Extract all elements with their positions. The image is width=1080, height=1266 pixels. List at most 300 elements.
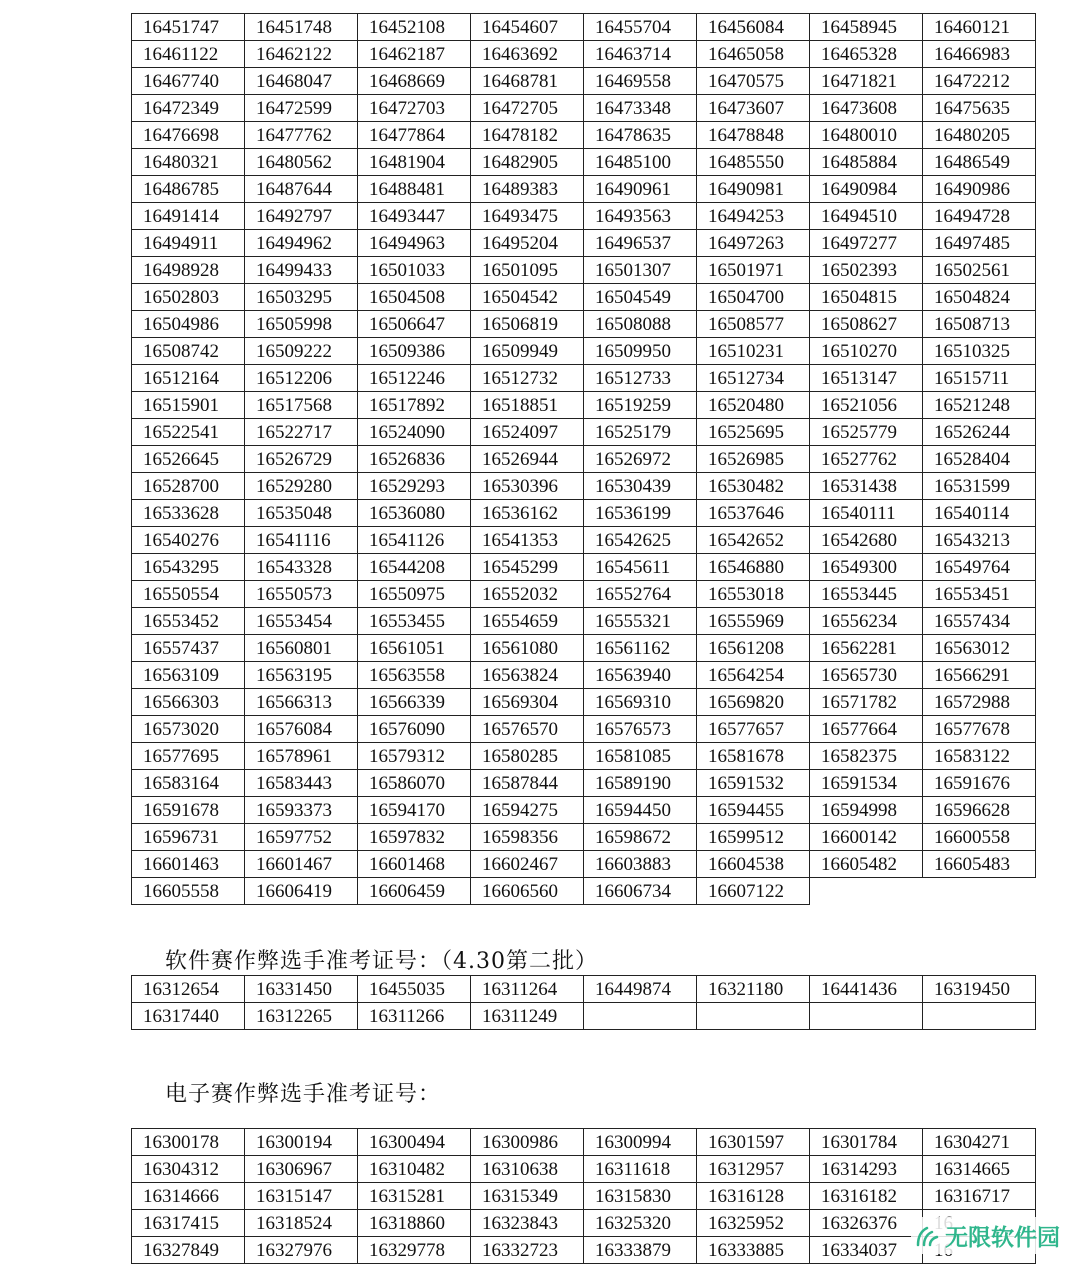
table-cell: 16596628 xyxy=(923,797,1036,824)
table-row xyxy=(132,1003,1036,1030)
table-cell: 16485884 xyxy=(810,149,923,176)
table-cell: 16300178 xyxy=(132,1129,245,1156)
table-cell: 16522541 xyxy=(132,419,245,446)
table-cell: 16311249 xyxy=(471,1003,584,1030)
table-cell: 16543213 xyxy=(923,527,1036,554)
table-cell: 16579312 xyxy=(358,743,471,770)
table-cell: 16316128 xyxy=(697,1183,810,1210)
table-cell: 16482905 xyxy=(471,149,584,176)
table-cell: 16533628 xyxy=(132,500,245,527)
table-cell: 16504508 xyxy=(358,284,471,311)
table-cell: 16549300 xyxy=(810,554,923,581)
table-cell: 16569304 xyxy=(471,689,584,716)
table-cell: 16501033 xyxy=(358,257,471,284)
table-cell: 16607122 xyxy=(697,878,810,905)
table-cell: 16490984 xyxy=(810,176,923,203)
table-cell: 16605483 xyxy=(923,851,1036,878)
site-watermark xyxy=(911,1217,1066,1254)
table-cell: 16524090 xyxy=(358,419,471,446)
table-cell: 16557434 xyxy=(923,608,1036,635)
table-row xyxy=(132,149,1036,176)
table-cell: 16329778 xyxy=(358,1237,471,1264)
table-cell: 16591532 xyxy=(697,770,810,797)
table-cell: 16515901 xyxy=(132,392,245,419)
table-cell: 16463714 xyxy=(584,41,697,68)
table-cell: 16315830 xyxy=(584,1183,697,1210)
table-cell: 16497277 xyxy=(810,230,923,257)
table-cell: 16327849 xyxy=(132,1237,245,1264)
table-cell: 16509950 xyxy=(584,338,697,365)
table-cell: 16488481 xyxy=(358,176,471,203)
table-row xyxy=(132,1210,1036,1237)
table-cell: 16597752 xyxy=(245,824,358,851)
table-row xyxy=(132,608,1036,635)
table-cell: 16325320 xyxy=(584,1210,697,1237)
table-cell: 16591678 xyxy=(132,797,245,824)
table-cell: 16526972 xyxy=(584,446,697,473)
table-cell: 16512734 xyxy=(697,365,810,392)
table-cell: 16316717 xyxy=(923,1183,1036,1210)
table-cell: 16458945 xyxy=(810,14,923,41)
table-cell: 16509949 xyxy=(471,338,584,365)
software-contest-id-table xyxy=(131,975,1036,1030)
table-cell: 16561208 xyxy=(697,635,810,662)
table-cell: 16487644 xyxy=(245,176,358,203)
table-cell: 16531599 xyxy=(923,473,1036,500)
table-cell: 16576573 xyxy=(584,716,697,743)
table-cell: 16466983 xyxy=(923,41,1036,68)
table-cell: 16529293 xyxy=(358,473,471,500)
table-cell: 16553454 xyxy=(245,608,358,635)
table-cell: 16586070 xyxy=(358,770,471,797)
table-cell: 16553018 xyxy=(697,581,810,608)
table-cell: 16566339 xyxy=(358,689,471,716)
table-cell: 16530439 xyxy=(584,473,697,500)
table-row xyxy=(132,1183,1036,1210)
table-cell: 16468047 xyxy=(245,68,358,95)
table-cell: 16587844 xyxy=(471,770,584,797)
table-cell: 16555321 xyxy=(584,608,697,635)
table-cell: 16528404 xyxy=(923,446,1036,473)
table-cell: 16480321 xyxy=(132,149,245,176)
watermark-text: 无限软件园 xyxy=(945,1225,1060,1251)
table-cell: 16512246 xyxy=(358,365,471,392)
table-cell: 16597832 xyxy=(358,824,471,851)
table-row xyxy=(132,122,1036,149)
table-cell: 16526836 xyxy=(358,446,471,473)
table-cell: 16494963 xyxy=(358,230,471,257)
table-cell: 16598356 xyxy=(471,824,584,851)
table-cell: 16317440 xyxy=(132,1003,245,1030)
table-cell: 16463692 xyxy=(471,41,584,68)
table-cell: 16473608 xyxy=(810,95,923,122)
table-cell xyxy=(697,1003,810,1030)
table-cell: 16462122 xyxy=(245,41,358,68)
table-cell: 16472705 xyxy=(471,95,584,122)
table-cell: 16310638 xyxy=(471,1156,584,1183)
table-cell: 16583164 xyxy=(132,770,245,797)
table-cell: 16541116 xyxy=(245,527,358,554)
table-cell: 16496537 xyxy=(584,230,697,257)
table-cell: 16526244 xyxy=(923,419,1036,446)
table-cell: 16494962 xyxy=(245,230,358,257)
table-cell: 16454607 xyxy=(471,14,584,41)
table-cell: 16550573 xyxy=(245,581,358,608)
table-cell: 16493447 xyxy=(358,203,471,230)
table-cell: 16589190 xyxy=(584,770,697,797)
table-cell: 16461122 xyxy=(132,41,245,68)
table-cell: 16476698 xyxy=(132,122,245,149)
table-cell: 16536199 xyxy=(584,500,697,527)
table-cell: 16462187 xyxy=(358,41,471,68)
table-cell: 16493563 xyxy=(584,203,697,230)
table-cell: 16525779 xyxy=(810,419,923,446)
table-cell: 16452108 xyxy=(358,14,471,41)
table-cell: 16580285 xyxy=(471,743,584,770)
table-cell: 16573020 xyxy=(132,716,245,743)
table-cell: 16472703 xyxy=(358,95,471,122)
table-cell: 16524097 xyxy=(471,419,584,446)
table-cell: 16451748 xyxy=(245,14,358,41)
table-cell: 16300494 xyxy=(358,1129,471,1156)
table-cell: 16506819 xyxy=(471,311,584,338)
table-cell: 16441436 xyxy=(810,976,923,1003)
table-cell: 16530482 xyxy=(697,473,810,500)
table-cell: 16576090 xyxy=(358,716,471,743)
table-cell: 16472349 xyxy=(132,95,245,122)
table-cell: 16521056 xyxy=(810,392,923,419)
table-cell: 16470575 xyxy=(697,68,810,95)
table-cell: 16489383 xyxy=(471,176,584,203)
table-cell: 16563195 xyxy=(245,662,358,689)
table-cell: 16492797 xyxy=(245,203,358,230)
table-cell: 16504815 xyxy=(810,284,923,311)
table-row xyxy=(132,68,1036,95)
table-cell: 16300986 xyxy=(471,1129,584,1156)
table-cell: 16508742 xyxy=(132,338,245,365)
table-cell: 16582375 xyxy=(810,743,923,770)
table-cell: 16497263 xyxy=(697,230,810,257)
table-cell: 16518851 xyxy=(471,392,584,419)
table-cell: 16490986 xyxy=(923,176,1036,203)
table-cell: 16604538 xyxy=(697,851,810,878)
table-cell: 16601463 xyxy=(132,851,245,878)
table-cell: 16306967 xyxy=(245,1156,358,1183)
table-row xyxy=(132,878,1036,905)
table-cell: 16508088 xyxy=(584,311,697,338)
leaf-logo-icon xyxy=(915,1225,939,1247)
table-cell: 16468669 xyxy=(358,68,471,95)
table-cell: 16549764 xyxy=(923,554,1036,581)
table-row xyxy=(132,743,1036,770)
table-cell: 16323843 xyxy=(471,1210,584,1237)
table-cell: 16321180 xyxy=(697,976,810,1003)
table-cell: 16508713 xyxy=(923,311,1036,338)
table-cell: 16485100 xyxy=(584,149,697,176)
table-cell: 16561080 xyxy=(471,635,584,662)
table-cell: 16473607 xyxy=(697,95,810,122)
table-cell: 16563109 xyxy=(132,662,245,689)
table-cell: 16312957 xyxy=(697,1156,810,1183)
table-cell: 16596731 xyxy=(132,824,245,851)
table-cell: 16561051 xyxy=(358,635,471,662)
table-cell: 16502561 xyxy=(923,257,1036,284)
table-cell: 16314666 xyxy=(132,1183,245,1210)
table-cell: 16510231 xyxy=(697,338,810,365)
table-cell: 16606734 xyxy=(584,878,697,905)
table-row xyxy=(132,1156,1036,1183)
table-cell: 16480010 xyxy=(810,122,923,149)
table-cell: 16563012 xyxy=(923,635,1036,662)
table-cell: 16481904 xyxy=(358,149,471,176)
table-cell: 16493475 xyxy=(471,203,584,230)
table-cell: 16569310 xyxy=(584,689,697,716)
table-row xyxy=(132,365,1036,392)
table-cell: 16544208 xyxy=(358,554,471,581)
table-cell: 16319450 xyxy=(923,976,1036,1003)
table-cell: 16602467 xyxy=(471,851,584,878)
table-row xyxy=(132,527,1036,554)
table-cell: 16310482 xyxy=(358,1156,471,1183)
table-cell: 16485550 xyxy=(697,149,810,176)
table-cell: 16525179 xyxy=(584,419,697,446)
table-cell: 16525695 xyxy=(697,419,810,446)
table-row xyxy=(132,500,1036,527)
table-row xyxy=(132,419,1036,446)
table-cell: 16465058 xyxy=(697,41,810,68)
table-row xyxy=(132,41,1036,68)
table-cell: 16300194 xyxy=(245,1129,358,1156)
table-cell: 16526645 xyxy=(132,446,245,473)
table-cell: 16598672 xyxy=(584,824,697,851)
table-cell: 16594455 xyxy=(697,797,810,824)
table-cell: 16465328 xyxy=(810,41,923,68)
table-row xyxy=(132,716,1036,743)
table-cell: 16480205 xyxy=(923,122,1036,149)
table-cell: 16552764 xyxy=(584,581,697,608)
table-cell: 16542680 xyxy=(810,527,923,554)
table-row xyxy=(132,338,1036,365)
table-cell: 16527762 xyxy=(810,446,923,473)
table-cell: 16312265 xyxy=(245,1003,358,1030)
table-cell: 16526729 xyxy=(245,446,358,473)
table-cell: 16576570 xyxy=(471,716,584,743)
table-cell: 16318860 xyxy=(358,1210,471,1237)
table-row xyxy=(132,770,1036,797)
table-cell: 16486549 xyxy=(923,149,1036,176)
cheater-id-table-main xyxy=(131,13,1036,905)
table-cell: 16606459 xyxy=(358,878,471,905)
table-cell: 16504700 xyxy=(697,284,810,311)
table-cell: 16455035 xyxy=(358,976,471,1003)
table-cell: 16467740 xyxy=(132,68,245,95)
table-cell: 16311266 xyxy=(358,1003,471,1030)
table-cell: 16517892 xyxy=(358,392,471,419)
electronics-contest-id-table xyxy=(131,1128,1036,1264)
table-row xyxy=(132,203,1036,230)
table-cell: 16594275 xyxy=(471,797,584,824)
table-cell: 16591676 xyxy=(923,770,1036,797)
table-row xyxy=(132,851,1036,878)
table-cell: 16540276 xyxy=(132,527,245,554)
table-cell: 16557437 xyxy=(132,635,245,662)
table-cell: 16494253 xyxy=(697,203,810,230)
table-cell: 16578961 xyxy=(245,743,358,770)
table-cell: 16502393 xyxy=(810,257,923,284)
table-cell: 16478848 xyxy=(697,122,810,149)
table-cell: 16334037 xyxy=(810,1237,923,1264)
table-cell: 16327976 xyxy=(245,1237,358,1264)
table-cell: 16490961 xyxy=(584,176,697,203)
table-cell: 16315281 xyxy=(358,1183,471,1210)
table-cell: 16325952 xyxy=(697,1210,810,1237)
table-cell: 16545611 xyxy=(584,554,697,581)
table-cell: 16537646 xyxy=(697,500,810,527)
table-cell: 16562281 xyxy=(810,635,923,662)
table-cell xyxy=(810,1003,923,1030)
table-cell: 16553451 xyxy=(923,581,1036,608)
table-cell: 16583122 xyxy=(923,743,1036,770)
table-cell: 16545299 xyxy=(471,554,584,581)
software-contest-heading: 软件赛作弊选手准考证号：（4.30第二批） xyxy=(165,949,598,974)
table-cell: 16601467 xyxy=(245,851,358,878)
table-cell: 16311618 xyxy=(584,1156,697,1183)
table-cell: 16494911 xyxy=(132,230,245,257)
table-cell: 16555969 xyxy=(697,608,810,635)
table-cell: 16600142 xyxy=(810,824,923,851)
table-cell: 16314665 xyxy=(923,1156,1036,1183)
table-cell: 16512733 xyxy=(584,365,697,392)
table-cell: 16577695 xyxy=(132,743,245,770)
table-cell: 16556234 xyxy=(810,608,923,635)
table-row xyxy=(132,554,1036,581)
empty-cell xyxy=(810,878,923,905)
table-cell: 16506647 xyxy=(358,311,471,338)
table-cell: 16333885 xyxy=(697,1237,810,1264)
table-cell: 16561162 xyxy=(584,635,697,662)
table-cell: 16563824 xyxy=(471,662,584,689)
table-cell: 16572988 xyxy=(923,689,1036,716)
table-cell: 16563940 xyxy=(584,662,697,689)
table-cell: 16531438 xyxy=(810,473,923,500)
table-cell: 16528700 xyxy=(132,473,245,500)
table-cell xyxy=(584,1003,697,1030)
table-row xyxy=(132,1129,1036,1156)
table-row xyxy=(132,797,1036,824)
table-cell: 16552032 xyxy=(471,581,584,608)
table-cell: 16543328 xyxy=(245,554,358,581)
table-cell: 16510325 xyxy=(923,338,1036,365)
table-row xyxy=(132,392,1036,419)
table-cell: 16594450 xyxy=(584,797,697,824)
table-cell: 16606419 xyxy=(245,878,358,905)
table-row xyxy=(132,581,1036,608)
table-cell: 16469558 xyxy=(584,68,697,95)
table-cell: 16504542 xyxy=(471,284,584,311)
empty-cell xyxy=(923,878,1036,905)
table-cell: 16542625 xyxy=(584,527,697,554)
table-cell: 16581678 xyxy=(697,743,810,770)
table-cell: 16301784 xyxy=(810,1129,923,1156)
table-cell: 16542652 xyxy=(697,527,810,554)
table-cell: 16494728 xyxy=(923,203,1036,230)
table-row xyxy=(132,95,1036,122)
table-cell: 16565730 xyxy=(810,662,923,689)
table-cell: 16566303 xyxy=(132,689,245,716)
electronics-contest-heading: 电子赛作弊选手准考证号： xyxy=(165,1082,442,1107)
table-cell: 16509386 xyxy=(358,338,471,365)
table-cell: 16564254 xyxy=(697,662,810,689)
table-row xyxy=(132,473,1036,500)
table-cell: 16314293 xyxy=(810,1156,923,1183)
table-cell: 16536080 xyxy=(358,500,471,527)
table-cell: 16566291 xyxy=(923,662,1036,689)
table-row xyxy=(132,824,1036,851)
table-cell: 16550975 xyxy=(358,581,471,608)
table-cell: 16498928 xyxy=(132,257,245,284)
table-cell: 16540114 xyxy=(923,500,1036,527)
table-cell: 16603883 xyxy=(584,851,697,878)
table-cell: 16333879 xyxy=(584,1237,697,1264)
table-cell: 16553455 xyxy=(358,608,471,635)
table-row xyxy=(132,230,1036,257)
table-cell: 16529280 xyxy=(245,473,358,500)
table-cell: 16601468 xyxy=(358,851,471,878)
table-cell: 16491414 xyxy=(132,203,245,230)
table-cell: 16521248 xyxy=(923,392,1036,419)
table-cell: 16606560 xyxy=(471,878,584,905)
table-cell: 16318524 xyxy=(245,1210,358,1237)
table-cell: 16517568 xyxy=(245,392,358,419)
table-cell: 16455704 xyxy=(584,14,697,41)
table-cell: 16553445 xyxy=(810,581,923,608)
table-cell: 16460121 xyxy=(923,14,1036,41)
table-cell: 16577664 xyxy=(810,716,923,743)
table-cell: 16471821 xyxy=(810,68,923,95)
table-cell: 16508627 xyxy=(810,311,923,338)
table-cell: 16593373 xyxy=(245,797,358,824)
table-cell: 16526944 xyxy=(471,446,584,473)
table-cell: 16540111 xyxy=(810,500,923,527)
table-cell: 16501971 xyxy=(697,257,810,284)
table-cell: 16501095 xyxy=(471,257,584,284)
table-cell: 16510270 xyxy=(810,338,923,365)
table-cell: 16501307 xyxy=(584,257,697,284)
table-row xyxy=(132,257,1036,284)
table-row xyxy=(132,1237,1036,1264)
table-row xyxy=(132,446,1036,473)
table-row xyxy=(132,689,1036,716)
table-cell: 16505998 xyxy=(245,311,358,338)
table-cell: 16473348 xyxy=(584,95,697,122)
table-row xyxy=(132,14,1036,41)
table-cell: 16566313 xyxy=(245,689,358,716)
table-cell: 16513147 xyxy=(810,365,923,392)
table-cell: 16472599 xyxy=(245,95,358,122)
table-cell: 16317415 xyxy=(132,1210,245,1237)
table-cell: 16304271 xyxy=(923,1129,1036,1156)
table-cell: 16304312 xyxy=(132,1156,245,1183)
table-cell: 16301597 xyxy=(697,1129,810,1156)
table-cell: 16490981 xyxy=(697,176,810,203)
table-cell: 16600558 xyxy=(923,824,1036,851)
table-cell: 16475635 xyxy=(923,95,1036,122)
table-cell: 16535048 xyxy=(245,500,358,527)
table-cell: 16530396 xyxy=(471,473,584,500)
table-row xyxy=(132,311,1036,338)
table-cell: 16312654 xyxy=(132,976,245,1003)
table-cell: 16316182 xyxy=(810,1183,923,1210)
